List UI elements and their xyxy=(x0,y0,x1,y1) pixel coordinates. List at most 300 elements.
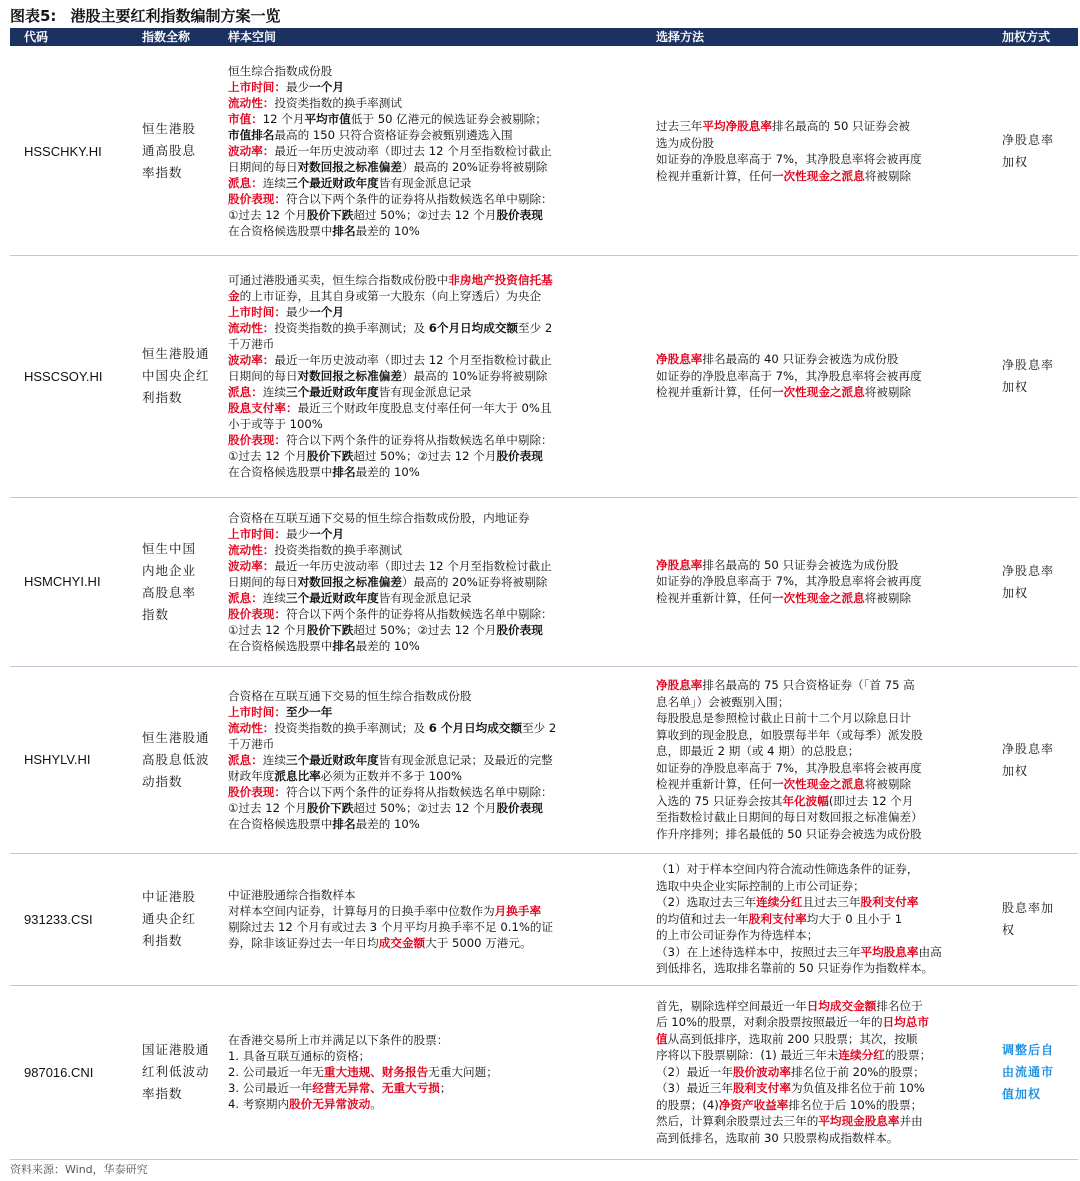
text-segment: 符合以下两个条件的证券将从指数候选名单中剔除： xyxy=(285,192,553,206)
highlight-text: 流动性： xyxy=(228,542,275,557)
text-segment: ①过去 12 个月 xyxy=(228,800,307,815)
text-segment: 均大于 0 且小于 1 xyxy=(806,911,903,926)
text-segment: ）最高的 20%证券将被剔除 xyxy=(401,160,548,174)
bold-text: 股价下跌 xyxy=(306,449,354,463)
sample-line xyxy=(228,368,654,384)
text-segment: 必须为正数并不多于 100% xyxy=(320,768,462,783)
method-line xyxy=(656,927,996,944)
sample-line xyxy=(228,510,654,526)
highlight-text: 值 xyxy=(656,1031,668,1046)
index-name xyxy=(142,255,214,497)
highlight-text: 股价表现： xyxy=(228,192,286,206)
highlight-text: 净股息率 xyxy=(656,352,703,367)
highlight-text: 波动率： xyxy=(228,353,275,367)
figure-label: 图表5: xyxy=(10,7,57,25)
text-segment: （3）在上述待选样本中，按照过去三年 xyxy=(656,944,861,959)
text-segment: 从高到低排序，选取前 200 只股票；其次，按顺 xyxy=(667,1031,918,1046)
text-segment: ①过去 12 个月 xyxy=(228,208,307,222)
text-segment: ①过去 12 个月 xyxy=(228,622,307,637)
text-segment: （3）最近三年 xyxy=(656,1081,733,1096)
method-line xyxy=(656,1014,996,1031)
text-segment: 如证券的净股息率高于 7%，其净股息率将会被再度 xyxy=(656,368,922,383)
highlight-text: 经营无异常、无重大亏损 xyxy=(312,1081,440,1095)
text-segment: 合资格在互联互通下交易的恒生综合指数成份股 xyxy=(228,688,472,703)
sample-line xyxy=(228,1032,654,1048)
method-line xyxy=(656,760,996,777)
method-line xyxy=(656,384,996,401)
sample-line xyxy=(228,800,654,816)
method-line xyxy=(656,911,996,928)
text-segment: 排名位于前 20%的股票； xyxy=(790,1064,925,1079)
weighting-line: 调整后自 xyxy=(1002,1043,1055,1057)
bold-text: 一个月 xyxy=(309,526,344,541)
sample-space xyxy=(228,497,654,666)
index-name-line: 中证港股 xyxy=(142,889,197,904)
highlight-text: 派息： xyxy=(228,590,263,605)
selection-method xyxy=(656,47,996,255)
text-segment: 最少 xyxy=(285,80,310,94)
text-segment: 连续 xyxy=(262,590,286,605)
text-segment: 符合以下两个条件的证券将从指数候选名单中剔除： xyxy=(285,606,553,621)
text-segment: 最差的 10% xyxy=(355,638,420,653)
sample-line xyxy=(228,416,654,432)
bold-text: 派息比率 xyxy=(274,768,321,783)
index-name-line: 恒生港股 xyxy=(142,121,197,136)
text-segment: 超过 50%；②过去 12 个月 xyxy=(353,208,497,222)
index-name-line: 恒生港股通 xyxy=(142,729,210,745)
text-segment: 最差的 10% xyxy=(355,816,420,831)
index-name-line: 高股息率 xyxy=(142,584,197,600)
text-segment: 最差的 10% xyxy=(355,465,420,479)
bold-text: 平均市值 xyxy=(304,112,351,126)
method-line xyxy=(656,878,996,895)
sample-line xyxy=(228,903,654,919)
sample-line xyxy=(228,542,654,558)
selection-method xyxy=(656,853,996,985)
weighting-line: 加权 xyxy=(1002,380,1029,394)
sample-line xyxy=(228,320,654,336)
sample-line xyxy=(228,919,654,935)
index-code: 987016.CNI xyxy=(24,1064,94,1080)
weighting-line: 加权 xyxy=(1002,763,1029,778)
text-segment: 皆有现金派息记录 xyxy=(378,385,472,399)
text-segment: 财政年度 xyxy=(228,768,275,783)
highlight-text: 股利支付率 xyxy=(748,911,807,926)
weighting-line: 值加权 xyxy=(1002,1087,1042,1101)
text-segment: 千万港币 xyxy=(228,736,275,751)
sample-line xyxy=(228,207,654,223)
sample-line xyxy=(228,175,654,191)
highlight-text: 上市时间： xyxy=(228,526,286,541)
bold-text: 股价下跌 xyxy=(306,622,354,637)
text-segment: 作升序排列；排名最低的 50 只证券会被选为成份股 xyxy=(656,826,922,841)
index-name-line: 动指数 xyxy=(142,773,183,789)
text-segment: 符合以下两个条件的证券将从指数候选名单中剔除： xyxy=(285,784,553,799)
header-method: 选择方法 xyxy=(656,30,705,44)
figure-title-text: 港股主要红利指数编制方案一览 xyxy=(70,7,281,25)
highlight-text: 流动性： xyxy=(228,720,275,735)
sample-line xyxy=(228,704,654,720)
weighting-line: 净股息率 xyxy=(1002,358,1055,372)
text-segment: 息，即最近 2 期（或 4 期）的总股息； xyxy=(656,744,860,758)
text-segment: 检视并重新计算，任何 xyxy=(656,590,772,605)
highlight-text: 净资产收益率 xyxy=(718,1097,789,1112)
sample-line xyxy=(228,1096,654,1112)
text-segment: 3. 公司最近一年 xyxy=(228,1081,313,1095)
text-segment: 日期间的每日 xyxy=(228,160,298,174)
text-segment: 最近一年历史波动率（即过去 12 个月至指数检讨截止 xyxy=(274,353,552,367)
sample-line xyxy=(228,127,654,143)
method-line xyxy=(656,1047,996,1064)
text-segment: 至少 2 xyxy=(518,321,553,335)
text-segment: 将被剔除 xyxy=(864,777,912,791)
sample-line xyxy=(228,63,654,79)
sample-space xyxy=(228,985,654,1159)
sample-line xyxy=(228,79,654,95)
weighting-method xyxy=(1002,853,1072,985)
bold-text: 三个最近财政年度 xyxy=(286,176,379,190)
table-row xyxy=(10,255,1078,498)
text-segment: 可通过港股通买卖，恒生综合指数成份股中 xyxy=(228,273,449,287)
method-line xyxy=(656,573,996,590)
weighting-line: 净股息率 xyxy=(1002,563,1055,578)
sample-line xyxy=(228,111,654,127)
index-name-line: 指数 xyxy=(142,606,170,622)
index-name-line: 恒生港股通 xyxy=(142,346,210,361)
highlight-text: 股利支付率 xyxy=(860,895,919,910)
text-segment: 日期间的每日 xyxy=(228,574,298,589)
weighting-line: 加权 xyxy=(1002,585,1029,600)
sample-line xyxy=(228,1080,654,1096)
method-line xyxy=(656,1080,996,1097)
sample-line xyxy=(228,768,654,784)
text-segment: 然后，计算剩余股票过去三年的 xyxy=(656,1114,819,1129)
bold-text: 三个最近财政年度 xyxy=(286,385,379,399)
sample-line xyxy=(228,590,654,606)
text-segment: 检视并重新计算，任何 xyxy=(656,168,772,183)
text-segment: 2. 公司最近一年无 xyxy=(228,1065,324,1079)
index-name-line: 国证港股通 xyxy=(142,1042,210,1057)
bold-text: 股价下跌 xyxy=(306,800,354,815)
method-line xyxy=(656,135,996,152)
method-line xyxy=(656,118,996,135)
text-segment: 选为成份股 xyxy=(656,135,714,150)
method-line xyxy=(656,590,996,607)
index-name-line: 利指数 xyxy=(142,933,183,948)
weighting-line: 权 xyxy=(1002,923,1016,937)
text-segment: 并由 xyxy=(899,1114,923,1129)
text-segment: 千万港币 xyxy=(228,337,275,351)
text-segment: 在合资格候选股票中 xyxy=(228,465,333,479)
text-segment: 1. 具备互联互通标的资格； xyxy=(228,1049,371,1063)
weighting-line: 加权 xyxy=(1002,155,1029,169)
highlight-text: 非房地产投资信托基 xyxy=(448,273,553,287)
text-segment: 最近三个财政年度股息支付率任何一年大于 0%且 xyxy=(297,401,552,415)
text-segment: 的股票； xyxy=(884,1048,932,1063)
text-segment: 将被剔除 xyxy=(864,168,912,183)
highlight-text: 日均总市 xyxy=(882,1015,929,1030)
sample-space xyxy=(228,255,654,497)
text-segment: 到低排名，选取排名靠前的 50 只证券作为指数样本。 xyxy=(656,961,934,976)
method-line xyxy=(656,727,996,744)
text-segment: 连续 xyxy=(262,176,286,190)
method-line xyxy=(656,368,996,385)
index-name-line: 通高股息 xyxy=(142,143,197,158)
text-segment: 符合以下两个条件的证券将从指数候选名单中剔除： xyxy=(285,433,553,447)
text-segment: 最近一年历史波动率（即过去 12 个月至指数检讨截止 xyxy=(274,144,552,158)
index-name xyxy=(142,853,214,985)
header-weight: 加权方式 xyxy=(1002,30,1051,44)
bold-text: 排名 xyxy=(332,465,356,479)
weighting-method xyxy=(1002,255,1072,497)
text-segment: 超过 50%；②过去 12 个月 xyxy=(353,800,497,815)
highlight-text: 股价表现： xyxy=(228,606,286,621)
highlight-text: 市值： xyxy=(228,112,263,126)
highlight-text: 股利支付率 xyxy=(732,1081,791,1096)
highlight-text: 流动性： xyxy=(228,96,275,110)
sample-line xyxy=(228,304,654,320)
sample-line xyxy=(228,336,654,352)
text-segment: 如证券的净股息率高于 7%，其净股息率将会被再度 xyxy=(656,574,922,589)
bold-text: 一个月 xyxy=(309,80,344,94)
sample-space xyxy=(228,47,654,255)
index-name-line: 高股息低波 xyxy=(142,751,210,767)
text-segment: 日期间的每日 xyxy=(228,369,298,383)
text-segment: 至指数检讨截止日期间的每日对数回报之标准偏差） xyxy=(656,810,923,824)
sample-line xyxy=(228,464,654,480)
text-segment: 4. 考察期内 xyxy=(228,1097,290,1111)
index-code: HSMCHYI.HI xyxy=(24,574,101,589)
method-line xyxy=(656,557,996,574)
index-name-line: 红利低波动 xyxy=(142,1064,210,1079)
bold-text: 股价表现 xyxy=(496,208,543,222)
sample-line xyxy=(228,400,654,416)
highlight-text: 连续分红 xyxy=(756,895,803,910)
sample-line xyxy=(228,816,654,832)
text-segment: ）最高的 10%证券将被剔除 xyxy=(401,369,548,383)
sample-space xyxy=(228,853,654,985)
method-line xyxy=(656,1130,996,1147)
selection-method xyxy=(656,666,996,853)
text-segment: 连续 xyxy=(262,752,286,767)
text-segment: 首先，剔除选样空间最近一年 xyxy=(656,998,807,1013)
header-name: 指数全称 xyxy=(142,30,191,44)
text-segment: （2）选取过去三年 xyxy=(656,895,757,910)
highlight-text: 股价波动率 xyxy=(732,1064,791,1079)
highlight-text: 日均成交金额 xyxy=(806,998,877,1013)
highlight-text: 一次性现金之派息 xyxy=(771,777,865,791)
highlight-text: 波动率： xyxy=(228,558,275,573)
text-segment: 的均值和过去一年 xyxy=(656,911,749,926)
bold-text: 对数回报之标准偏差 xyxy=(297,160,402,174)
bold-text: 对数回报之标准偏差 xyxy=(297,574,402,589)
sample-line xyxy=(228,558,654,574)
method-line xyxy=(656,809,996,826)
text-segment: 投资类指数的换手率测试；及 xyxy=(274,720,429,735)
sample-line xyxy=(228,272,654,288)
sample-line xyxy=(228,887,654,903)
highlight-text: 净股息率 xyxy=(656,678,703,692)
text-segment: 检视并重新计算，任何 xyxy=(656,777,772,791)
weighting-method xyxy=(1002,985,1072,1159)
method-line xyxy=(656,151,996,168)
method-line xyxy=(656,677,996,694)
sample-line xyxy=(228,448,654,464)
header-sample: 样本空间 xyxy=(228,30,277,44)
index-code: 931233.CSI xyxy=(24,911,93,927)
header-code: 代码 xyxy=(24,30,49,44)
text-segment: （1）对于样本空间内符合流动性筛选条件的证券， xyxy=(656,862,919,877)
highlight-text: 年化波幅 xyxy=(782,793,829,808)
text-segment: 过去三年 xyxy=(656,119,703,133)
method-line xyxy=(656,694,996,711)
sample-line xyxy=(228,143,654,159)
text-segment: 排名位于 xyxy=(876,998,923,1013)
sample-line xyxy=(228,191,654,207)
highlight-text: 一次性现金之派息 xyxy=(771,590,865,605)
method-line xyxy=(656,743,996,760)
text-segment: 算收到的现金股息，如股票每半年（或每季）派发股 xyxy=(656,727,923,742)
text-segment: 最少 xyxy=(285,526,310,541)
text-segment: 如证券的净股息率高于 7%，其净股息率将会被再度 xyxy=(656,152,922,166)
text-segment: 恒生综合指数成份股 xyxy=(228,64,333,78)
index-name xyxy=(142,985,214,1159)
method-line xyxy=(656,1113,996,1130)
text-segment: 的上市公司证券作为待选样本； xyxy=(656,928,819,943)
sample-line xyxy=(228,688,654,704)
text-segment: 投资类指数的换手率测试 xyxy=(274,542,402,557)
text-segment: 后 10%的股票，对剩余股票按照最近一年的 xyxy=(656,1015,883,1030)
text-segment: 投资类指数的换手率测试；及 xyxy=(274,321,429,335)
text-segment: 小于或等于 100% xyxy=(228,417,323,431)
text-segment: 超过 50%；②过去 12 个月 xyxy=(353,622,497,637)
index-name-line: 恒生中国 xyxy=(142,540,197,556)
bold-text: 一个月 xyxy=(309,305,344,319)
table-header xyxy=(10,28,1078,46)
text-segment: 对样本空间内证券，计算每月的日换手率中位数作为 xyxy=(228,904,495,918)
sample-line xyxy=(228,736,654,752)
bold-text: 对数回报之标准偏差 xyxy=(297,369,402,383)
text-segment: 12 个月 xyxy=(262,112,305,126)
bold-text: 股价下跌 xyxy=(306,208,354,222)
highlight-text: 流动性： xyxy=(228,321,275,335)
source-note: 资料来源：Wind，华泰研究 xyxy=(10,1163,148,1176)
highlight-text: 净股息率 xyxy=(656,557,703,572)
table-row xyxy=(10,985,1078,1160)
method-line xyxy=(656,960,996,977)
text-segment: 券，除非该证券过去一年日均 xyxy=(228,936,379,950)
highlight-text: 股价无异常波动 xyxy=(289,1097,371,1111)
bold-text: 排名 xyxy=(332,816,356,831)
index-code: HSHYLV.HI xyxy=(24,752,91,767)
weighting-method xyxy=(1002,47,1072,255)
text-segment: 将被剔除 xyxy=(864,385,912,400)
bold-text: 股价表现 xyxy=(496,622,543,637)
bold-text: 至少一年 xyxy=(285,704,333,719)
text-segment: 排名最高的 50 只证券会被 xyxy=(771,119,911,133)
index-name-line: 内地企业 xyxy=(142,562,197,578)
text-segment: 的股票；(4) xyxy=(656,1097,719,1112)
text-segment: 选取中央企业实际控制的上市公司证券； xyxy=(656,878,865,893)
sample-line xyxy=(228,223,654,239)
bold-text: 三个最近财政年度 xyxy=(286,590,379,605)
index-name-line: 中国央企红 xyxy=(142,368,210,383)
bold-text: 6 个月日均成交额 xyxy=(428,720,523,735)
figure-title xyxy=(10,4,280,28)
weighting-method xyxy=(1002,497,1072,666)
sample-line xyxy=(228,159,654,175)
text-segment: 大于 5000 万港元。 xyxy=(425,936,532,950)
index-name-line: 率指数 xyxy=(142,1086,183,1101)
sample-line xyxy=(228,638,654,654)
bold-text: 排名 xyxy=(332,638,356,653)
sample-line xyxy=(228,526,654,542)
index-code: HSSCHKY.HI xyxy=(24,143,102,159)
weighting-line: 股息率加 xyxy=(1002,901,1055,915)
text-segment: 排名最高的 75 只合资格证券（「首 75 高 xyxy=(702,678,915,692)
index-name-line: 通央企红 xyxy=(142,911,197,926)
text-segment: 如证券的净股息率高于 7%，其净股息率将会被再度 xyxy=(656,760,922,775)
method-line xyxy=(656,1064,996,1081)
sample-space xyxy=(228,666,654,853)
text-segment: （2）最近一年 xyxy=(656,1064,733,1079)
text-segment: 剔除过去 12 个月有或过去 3 个月平均月换手率不足 0.1%的证 xyxy=(228,920,554,934)
highlight-text: 连续分红 xyxy=(838,1048,885,1063)
text-segment: 最少 xyxy=(285,305,310,319)
sample-line xyxy=(228,1064,654,1080)
highlight-text: 股息支付率： xyxy=(228,401,298,415)
highlight-text: 一次性现金之派息 xyxy=(771,168,865,183)
method-line xyxy=(656,710,996,727)
bold-text: 三个最近财政年度 xyxy=(286,752,379,767)
method-line xyxy=(656,998,996,1015)
table-row xyxy=(10,853,1078,986)
text-segment: 连续 xyxy=(262,385,286,399)
method-line xyxy=(656,1031,996,1048)
text-segment: ； xyxy=(439,1081,452,1095)
index-name xyxy=(142,666,214,853)
sample-line xyxy=(228,95,654,111)
table-row xyxy=(10,497,1078,667)
text-segment: 的上市证券，且其自身或第一大股东（向上穿透后）为央企 xyxy=(239,289,542,303)
highlight-text: 成交金额 xyxy=(378,936,426,950)
text-segment: (即过去 12 个月 xyxy=(828,793,914,808)
table-row xyxy=(10,666,1078,854)
text-segment: 由高 xyxy=(918,944,942,959)
text-segment: 排名最高的 40 只证券会被选为成份股 xyxy=(702,352,899,367)
text-segment: 在香港交易所上市并满足以下条件的股票： xyxy=(228,1033,449,1047)
text-segment: 投资类指数的换手率测试 xyxy=(274,96,402,110)
highlight-text: 金 xyxy=(228,289,240,303)
method-line xyxy=(656,826,996,843)
method-line xyxy=(656,861,996,878)
method-line xyxy=(656,1097,996,1114)
sample-line xyxy=(228,384,654,400)
method-line xyxy=(656,351,996,368)
highlight-text: 派息： xyxy=(228,176,263,190)
highlight-text: 上市时间： xyxy=(228,305,286,319)
text-segment: 皆有现金派息记录；及最近的完整 xyxy=(378,752,553,767)
highlight-text: 一次性现金之派息 xyxy=(771,385,865,400)
highlight-text: 平均净股息率 xyxy=(702,119,772,133)
text-segment: 。 xyxy=(370,1097,382,1111)
weighting-line: 由流通市 xyxy=(1002,1065,1055,1079)
bold-text: 排名 xyxy=(332,224,356,238)
highlight-text: 月换手率 xyxy=(494,904,542,918)
highlight-text: 派息： xyxy=(228,752,263,767)
highlight-text: 波动率： xyxy=(228,144,275,158)
selection-method xyxy=(656,497,996,666)
